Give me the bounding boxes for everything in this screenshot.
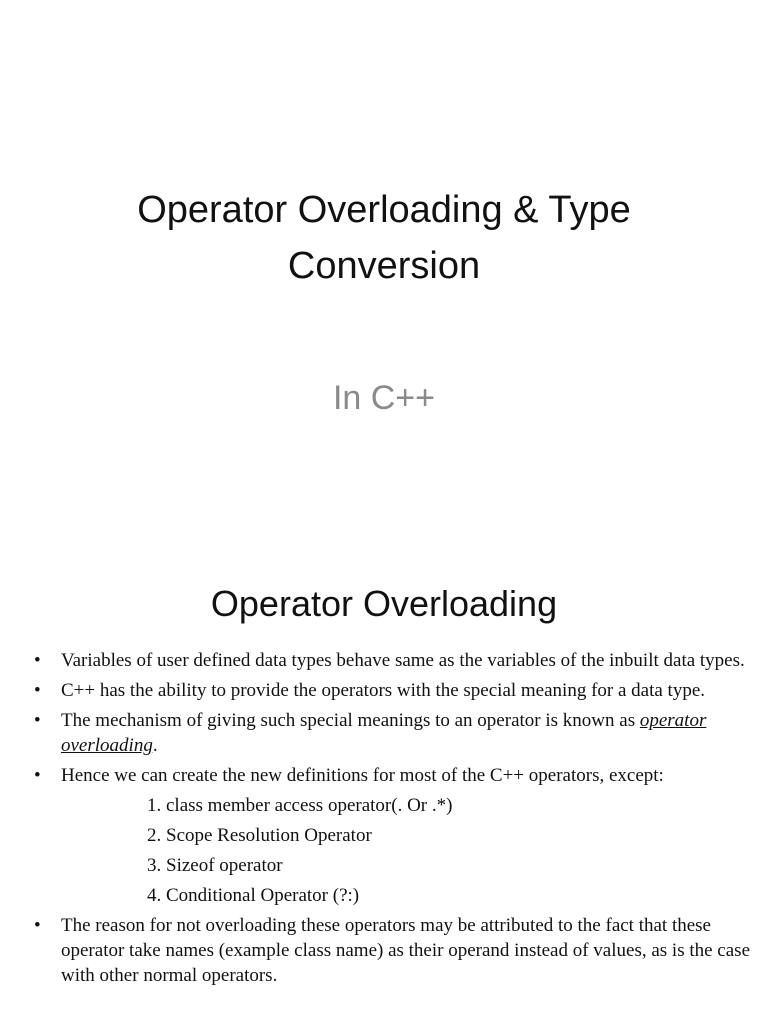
bullet-text: C++ has the ability to provide the operators with the special meaning for a data type.: [61, 680, 706, 701]
presentation-title: [0, 182, 768, 294]
bullet-item: [34, 648, 750, 673]
bullet-list: [34, 648, 750, 993]
title-line-2: Conversion: [287, 245, 481, 287]
bullet-text: Hence we can create the new definitions for most of the C++ operators, except:: [61, 765, 664, 786]
operator-overloading-term: operator overloading: [61, 710, 707, 756]
bullet-item: [34, 678, 750, 703]
exception-item: 1. class member access operator(. Or .*): [147, 795, 453, 816]
slide-heading: Operator Overloading: [210, 583, 558, 624]
exception-list: [34, 793, 750, 908]
bullet-item: [34, 913, 750, 988]
bullet-item: [34, 763, 750, 788]
bullet-glyph: •: [34, 915, 41, 936]
bullet-text-end: .: [152, 735, 158, 756]
bullet-item: [34, 708, 750, 758]
bullet-glyph: •: [34, 710, 41, 731]
bullet-text: The reason for not overloading these operators may be attributed to the fact that these operator take names (example class name) as their operand instead of values, as is the case with other normal operators.: [61, 915, 751, 986]
bullet-text: Variables of user defined data types behave same as the variables of the inbuilt data types.: [61, 650, 745, 671]
bullet-glyph: •: [34, 765, 41, 786]
bullet-glyph: •: [34, 650, 41, 671]
exception-item: 2. Scope Resolution Operator: [147, 825, 372, 846]
exception-item: 4. Conditional Operator (?:): [147, 885, 360, 906]
bullet-text: The mechanism of giving such special meanings to an operator is known as: [61, 710, 640, 731]
exception-item: 3. Sizeof operator: [147, 855, 283, 876]
title-line-1: Operator Overloading & Type: [137, 189, 631, 231]
presentation-subtitle: In C++: [332, 379, 436, 417]
bullet-glyph: •: [34, 680, 41, 701]
content-slide: [0, 576, 768, 1024]
